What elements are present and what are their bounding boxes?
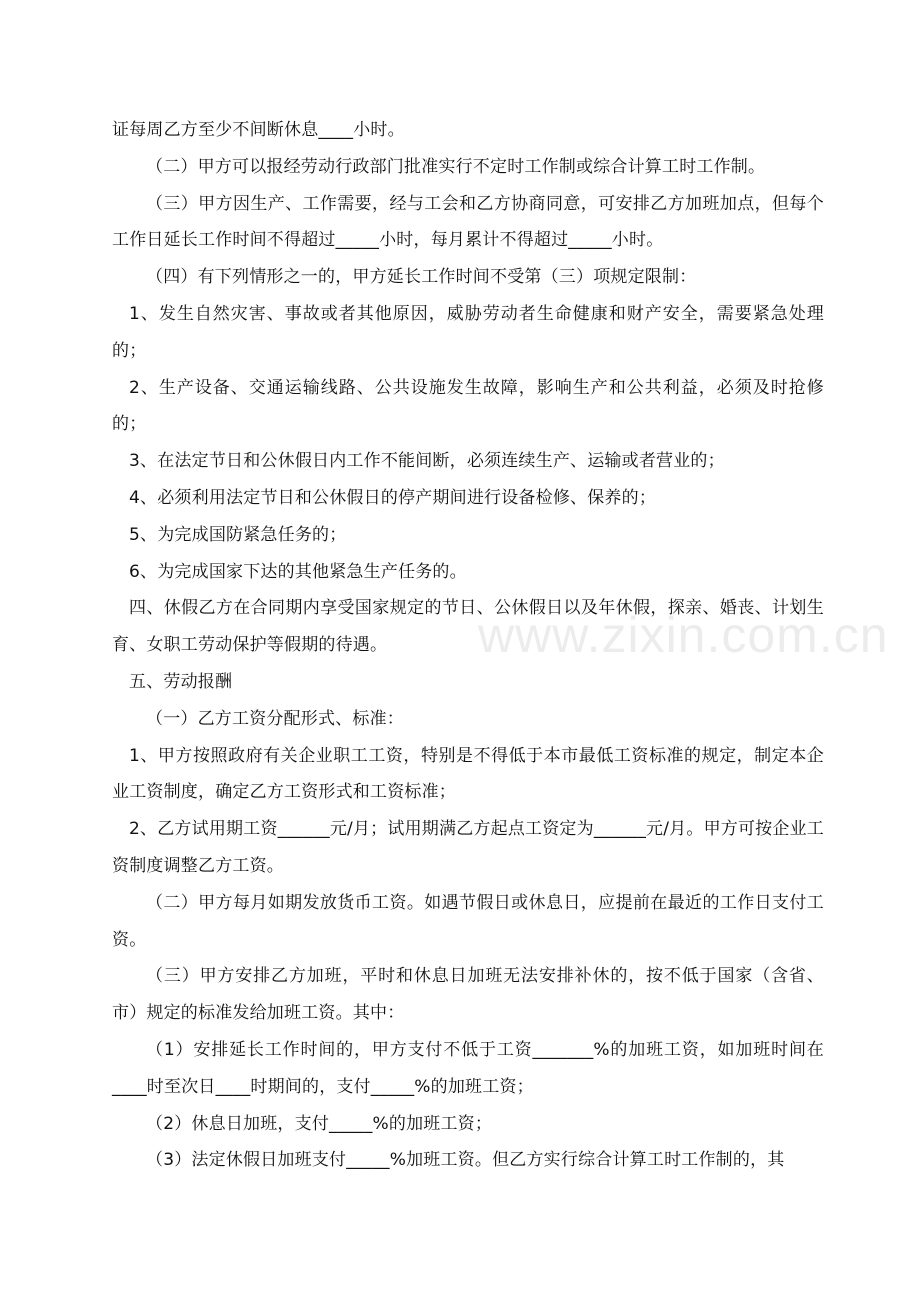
section-heading-labor-pay: 五、劳动报酬 — [129, 671, 233, 692]
paragraph-15: 2、乙方试用期工资______元/月；试用期满乙方起点工资定为______元/月。甲方可按企业工资制度调整乙方工资。 — [112, 819, 824, 876]
paragraph-19: （2）休息日加班，支付_____%的加班工资； — [146, 1113, 493, 1134]
paragraph-8: 4、必须利用法定节日和公休假日的停产期间进行设备检修、保养的； — [129, 487, 657, 508]
paragraph-9: 5、为完成国防紧急任务的； — [129, 524, 347, 545]
paragraph-2: （二）甲方可以报经劳动行政部门批准实行不定时工作制或综合计算工时工作制。 — [146, 156, 766, 177]
paragraph-10: 6、为完成国家下达的其他紧急生产任务的。 — [129, 561, 467, 582]
watermark: www.zixin.com.cn — [478, 607, 889, 663]
paragraph-18: （1）安排延长工作时间的，甲方支付不低于工资_______%的加班工资，如加班时间在____时至次日____时期间的，支付_____%的加班工资； — [112, 1039, 824, 1097]
paragraph-1: 证每周乙方至少不间断休息____小时。 — [112, 120, 405, 140]
paragraph-16: （二）甲方每月如期发放货币工资。如遇节假日或休息日，应提前在最近的工作日支付工资。 — [112, 892, 824, 950]
paragraph-5: 1、发生自然灾害、事故或者其他原因，威胁劳动者生命健康和财产安全，需要紧急处理的； — [112, 303, 824, 361]
paragraph-4: （四）有下列情形之一的，甲方延长工作时间不受第（三）项规定限制： — [146, 267, 697, 288]
paragraph-3: （三）甲方因生产、工作需要，经与工会和乙方协商同意，可安排乙方加班加点，但每个工作日延长工作时间不得超过_____小时，每月累计不得超过_____小时。 — [112, 193, 824, 251]
paragraph-11: 四、休假乙方在合同期内享受国家规定的节日、公休假日以及年休假，探亲、婚丧、计划生育、女职工劳动保护等假期的待遇。 — [112, 598, 824, 656]
paragraph-20: （3）法定休假日加班支付_____%加班工资。但乙方实行综合计算工时工作制的，其 — [146, 1150, 785, 1171]
paragraph-13: （一）乙方工资分配形式、标准： — [146, 708, 404, 729]
paragraph-7: 3、在法定节日和公休假日内工作不能间断，必须连续生产、运输或者营业的； — [129, 451, 725, 472]
paragraph-6: 2、生产设备、交通运输线路、公共设施发生故障，影响生产和公共利益，必须及时抢修的； — [112, 377, 824, 435]
document-body — [112, 112, 824, 1179]
paragraph-17: （三）甲方安排乙方加班，平时和休息日加班无法安排补休的，按不低于国家（含省、市）规定的标准发给加班工资。其中： — [112, 966, 824, 1024]
paragraph-14: 1、甲方按照政府有关企业职工工资，特别是不得低于本市最低工资标准的规定，制定本企业工资制度，确定乙方工资形式和工资标准； — [112, 745, 824, 803]
